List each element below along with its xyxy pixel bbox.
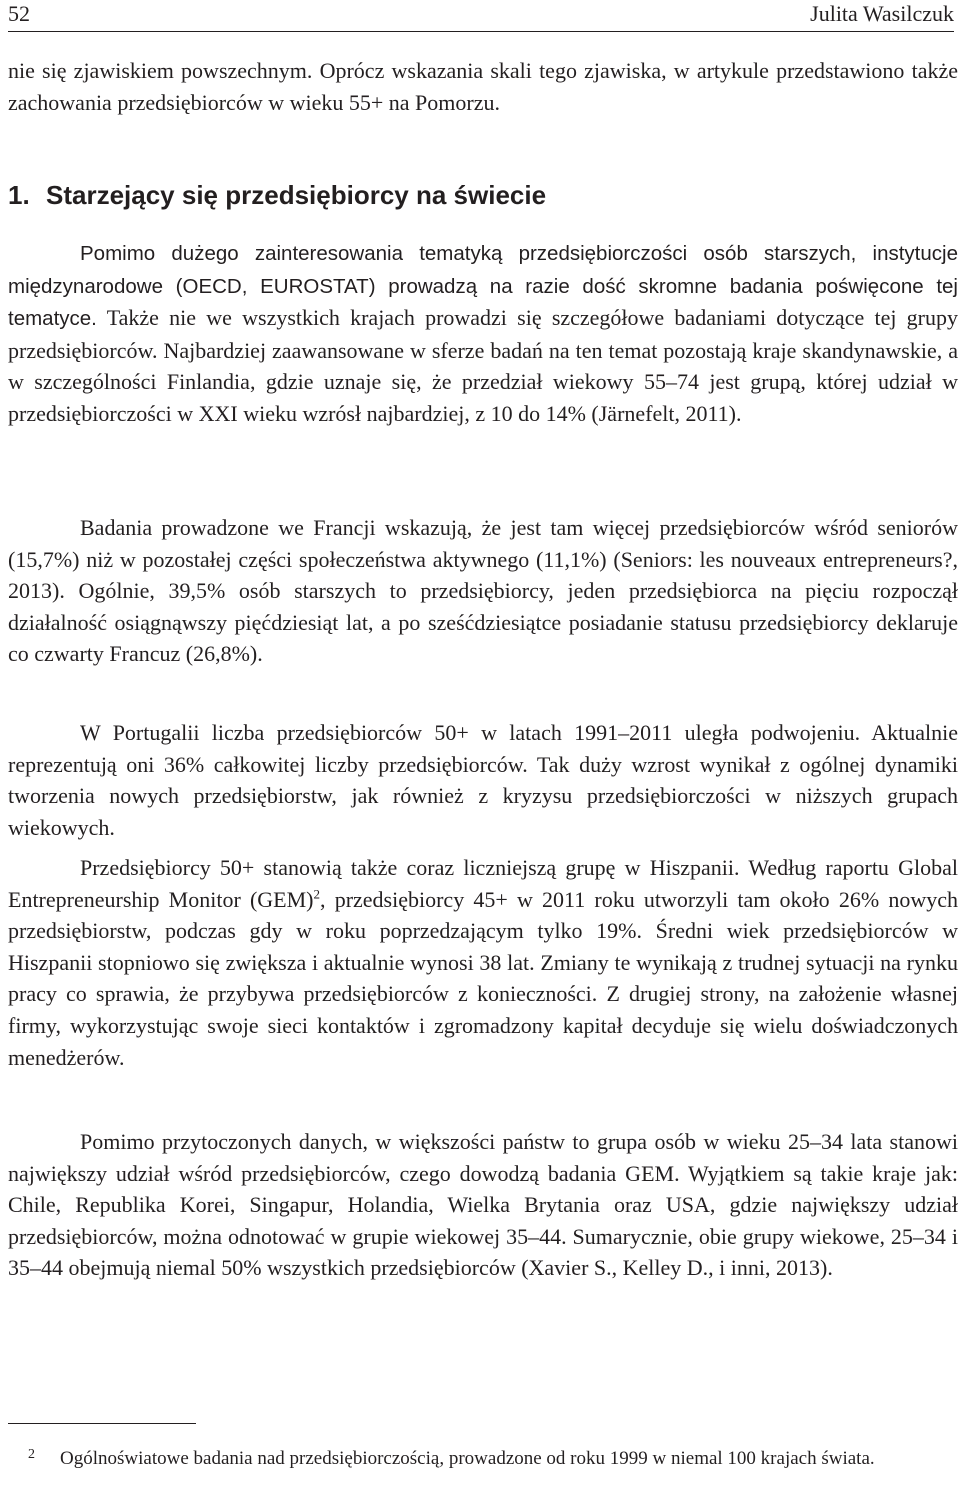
paragraph-1	[8, 237, 958, 430]
footnote-reference: 2	[313, 886, 321, 902]
section-number: 1.	[8, 180, 30, 210]
footnote-rule	[8, 1423, 196, 1424]
intro-paragraph: nie się zjawiskiem powszechnym. Oprócz wskazania skali tego zjawiska, w artykule przedstawiono także zachowania przedsiębiorców w wieku 55+ na Pomorzu.	[8, 58, 958, 115]
section-title: Starzejący się przedsiębiorcy na świecie	[46, 180, 547, 210]
section-heading	[8, 177, 546, 213]
paragraph-2: Badania prowadzone we Francji wskazują, że jest tam więcej przedsiębiorców wśród seniorów (15,7%) niż w pozostałej części społeczeństwa aktywnego (11,1%) (Seniors: les nouveaux entrepreneurs?, 2013). Ogólnie, 39,5% osób starszych to przedsiębiorcy, jeden przedsiębiorca na pięciu rozpoczął działalność osiągnąwszy pięćdziesiąt lat, a po sześćdziesiątce posiadanie statusu przedsiębiorcy deklaruje co czwarty Francuz (26,8%).	[8, 515, 958, 667]
running-header	[8, 0, 954, 34]
paragraph-1-sans-part: Pomimo dużego zainteresowania tematyką przedsiębiorczości osób starszych, instytucje międzynarodowe (OECD, EUROSTAT) prowadzą na razie dość skromne badania poświęcone tej tematyce.	[8, 242, 958, 331]
page-number: 52	[8, 1, 30, 26]
paragraph-1-rest: Także nie we wszystkich krajach prowadzi się szczegółowe badaniami dotyczące tej grupy przedsiębiorców. Najbardziej zaawansowane w sferze badań na ten temat pozostają kraje skandynawskie, a w szczególności Finlandia, gdzie uznaje się, że przedział wiekowy 55–74 jest grupą, której udział w przedsiębiorczości w XXI wieku wzrósł najbardziej, z 10 do 14% (Järnefelt, 2011).	[8, 305, 958, 426]
paragraph-5: Pomimo przytoczonych danych, w większości państw to grupa osób w wieku 25–34 lata stanowi największy udział wśród przedsiębiorców, czego dowodzą badania GEM. Wyjątkiem są takie kraje jak: Chile, Republika Korei, Singapur, Holandia, Wielka Brytania oraz USA, gdzie największy udział przedsiębiorców, można odnotować w grupie wiekowej 35–44. Sumarycznie, obie grupy wiekowe, 25–34 i 35–44 obejmują niemal 50% wszystkich przedsiębiorców (Xavier S., Kelley D., i inni, 2013).	[8, 1129, 958, 1281]
header-rule	[8, 31, 954, 32]
paragraph-4	[8, 852, 958, 1073]
paragraph-4-part-b: , przedsiębiorcy 45+ w 2011 roku utworzyli tam około 26% nowych przedsiębiorstw, podczas gdy w roku poprzedzającym tylko 19%. Średni wiek przedsiębiorców w Hiszpanii stopniowo się zwiększa i aktualnie wynosi 38 lat. Zmiany te wynikają z trudnej sytuacji na rynku pracy co sprawia, że przybywa przedsiębiorców z konieczności. Z drugiej strony, na założenie własnej firmy, wykorzystując swoje sieci kontaktów i zgromadzony kapitał decyduje się wielu doświadczonych menedżerów.	[8, 886, 958, 1070]
paragraph-3: W Portugalii liczba przedsiębiorców 50+ w latach 1991–2011 uległa podwojeniu. Aktualnie reprezentują oni 36% całkowitej liczby przedsiębiorców. Tak duży wzrost wynikał z ogólnej dynamiki tworzenia nowych przedsiębiorstw, jak również z kryzysu przedsiębiorczości w niższych grupach wiekowych.	[8, 720, 958, 840]
running-author: Julita Wasilczuk	[810, 1, 954, 26]
footnote-text: Ogólnoświatowe badania nad przedsiębiorczością, prowadzone od roku 1999 w niemal 100 krajach świata.	[60, 1448, 875, 1469]
footnote	[8, 1446, 958, 1472]
paragraph-4-part-a: Przedsiębiorcy 50+ stanowią także coraz liczniejszą grupę w Hiszpanii. Według raportu Global Entrepreneurship Monitor (GEM)	[8, 855, 958, 912]
footnote-mark: 2	[28, 1447, 35, 1462]
